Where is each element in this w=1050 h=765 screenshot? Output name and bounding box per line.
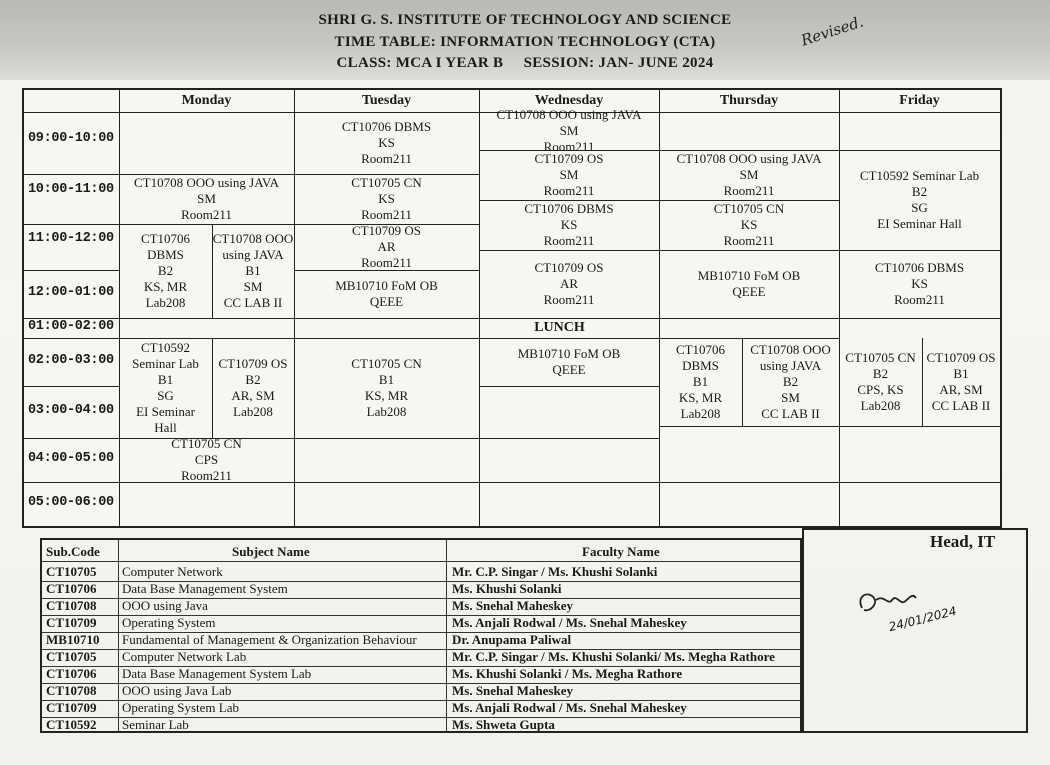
timetable-cell-fri-10 (839, 150, 1000, 250)
cell-line: CT10705 CN (845, 350, 916, 365)
timetable-cell-fri-12 (839, 250, 1000, 318)
subject-table-row (42, 615, 800, 631)
cell-divider (479, 482, 659, 483)
subject-table-row (42, 581, 800, 597)
signature-mark (804, 530, 1026, 730)
subject-code: CT10708 (46, 598, 97, 613)
day-header-tuesday: Tuesday (361, 93, 412, 108)
cell-line: Lab208 (233, 404, 273, 419)
subject-code: CT10708 (46, 683, 97, 698)
timetable-cell-mon-2a (119, 338, 212, 438)
cell-line: CT10705 CN (351, 356, 422, 371)
cell-line: CT10709 OS (352, 223, 421, 238)
cell-line: using JAVA (222, 247, 284, 262)
cell-divider (659, 482, 839, 483)
timetable-cell-mon-10 (119, 174, 294, 224)
subject-table-row (42, 717, 800, 733)
cell-line: CT10706 DBMS (874, 260, 965, 275)
faculty-name: Ms. Snehal Maheskey (452, 598, 573, 613)
timetable-cell-thu-2a (659, 338, 742, 426)
signature-box (802, 528, 1028, 733)
cell-line: B2 (157, 263, 174, 278)
cell-line: Lab208 (366, 404, 407, 419)
cell-line: KS (378, 135, 395, 150)
subject-header-cell: Faculty Name (582, 544, 660, 559)
subject-name: OOO using Java Lab (122, 683, 232, 698)
subject-table-row (42, 632, 800, 648)
cell-line: Room211 (543, 183, 595, 198)
cell-line: CT10708 OOO using JAVA (496, 107, 642, 122)
cell-line: B2 (782, 374, 799, 389)
subject-header-cell: Subject Name (232, 544, 310, 559)
subject-table-header (42, 544, 800, 560)
faculty-name: Mr. C.P. Singar / Ms. Khushi Solanki (452, 564, 658, 579)
cell-divider (294, 482, 479, 483)
timetable-cell-thu-11 (659, 200, 839, 250)
time-row-divider (24, 482, 119, 483)
cell-line: MB10710 FoM OB (517, 346, 621, 361)
cell-line: DBMS (682, 358, 719, 373)
subject-table-row (42, 649, 800, 665)
cell-line: Room211 (723, 183, 775, 198)
cell-line: Room211 (543, 139, 595, 154)
head-it-label: Head, IT (930, 532, 996, 551)
cell-line: B1 (953, 366, 969, 381)
cell-line: Room211 (181, 468, 232, 483)
cell-line: Room211 (723, 233, 775, 248)
timetable-cell-mon-2b (212, 338, 294, 438)
cell-line: using JAVA (759, 358, 822, 373)
subject-name: Seminar Lab (122, 717, 189, 732)
faculty-name: Ms. Khushi Solanki (452, 581, 562, 596)
time-slot-label: 11:00-12:00 (28, 231, 114, 246)
cell-line: CT10709 OS (534, 151, 604, 166)
cell-line: B2 (245, 372, 261, 387)
cell-line: KS (911, 276, 928, 291)
time-row-divider (24, 224, 119, 225)
subject-code: CT10709 (46, 615, 97, 630)
time-row-divider (24, 386, 119, 387)
cell-divider (479, 386, 659, 387)
cell-line: Room211 (543, 292, 595, 307)
cell-divider (294, 438, 479, 439)
faculty-name: Ms. Snehal Maheskey (452, 683, 573, 698)
cell-line: B1 (378, 372, 395, 387)
cell-line: CT10708 OOO (212, 231, 294, 246)
cell-line: CT10706 (140, 231, 191, 246)
subject-table-row (42, 564, 800, 580)
cell-line: KS, MR (364, 388, 409, 403)
timetable-cell-mon-4 (119, 438, 294, 482)
subject-name: Data Base Management System (122, 581, 288, 596)
cell-line: CC LAB II (761, 406, 820, 421)
subject-name: Computer Network (122, 564, 223, 579)
lunch-label: LUNCH (534, 320, 585, 335)
cell-line: CT10708 OOO (750, 342, 831, 357)
subject-table-row (42, 683, 800, 699)
day-header-friday: Friday (899, 93, 940, 108)
cell-line: KS (740, 217, 758, 232)
cell-line: AR, SM (231, 388, 275, 403)
time-slot-label: 10:00-11:00 (28, 182, 114, 197)
cell-line: CT10709 OS (926, 350, 996, 365)
timetable-cell-wed-2 (479, 338, 659, 386)
faculty-name: Ms. Khushi Solanki / Ms. Megha Rathore (452, 666, 683, 681)
subject-code: CT10706 (46, 666, 97, 681)
cell-line: CC LAB II (931, 398, 991, 413)
timetable-cell-tue-11 (294, 224, 479, 270)
subject-table-row (42, 598, 800, 614)
cell-line: CPS (194, 452, 219, 467)
cell-line: KS, MR (678, 390, 723, 405)
cell-line: CT10708 OOO using JAVA (133, 175, 280, 190)
cell-line: CC LAB II (223, 295, 283, 310)
cell-line: CT10709 OS (534, 260, 604, 275)
revised-annotation: Revised. (798, 12, 866, 50)
timetable-cell-thu-2b (742, 338, 839, 426)
institute-title: SHRI G. S. INSTITUTE OF TECHNOLOGY AND SCIENCE (318, 12, 732, 28)
cell-line: Room211 (543, 233, 595, 248)
timetable-cell-tue-12 (294, 270, 479, 318)
timetable-grid (22, 88, 1002, 528)
subject-name: Operating System (122, 615, 216, 630)
timetable-cell-tue-2 (294, 338, 479, 438)
cell-line: CT10708 OOO using JAVA (676, 151, 822, 166)
day-header-thursday: Thursday (719, 93, 779, 108)
cell-line: Lab208 (680, 406, 721, 421)
time-slot-label: 02:00-03:00 (28, 353, 114, 368)
cell-line: SG (911, 200, 928, 215)
subject-header-cell: Sub.Code (46, 544, 100, 559)
cell-line: EI Seminar Hall (877, 216, 962, 231)
cell-line: KS (378, 191, 395, 206)
cell-line: Seminar Lab (132, 356, 199, 371)
subject-table-row (42, 700, 800, 716)
cell-line: CT10592 Seminar Lab (859, 168, 980, 183)
cell-line: SM (559, 123, 579, 138)
cell-divider (839, 482, 1000, 483)
subject-code: CT10709 (46, 700, 97, 715)
subject-name: Computer Network Lab (122, 649, 247, 664)
timetable-cell-wed-9 (479, 107, 659, 154)
timetable-cell-thu-12 (659, 250, 839, 318)
cell-line: EI Seminar (136, 404, 195, 419)
subject-header-divider (42, 561, 800, 562)
cell-line: CT10592 (140, 340, 191, 355)
cell-line: MB10710 FoM OB (697, 268, 801, 283)
cell-line: B2 (911, 184, 928, 199)
cell-line: CT10706 DBMS (524, 201, 614, 216)
cell-line: KS (560, 217, 578, 232)
cell-line: Room211 (361, 255, 412, 270)
class-session-line: CLASS: MCA I YEAR B SESSION: JAN- JUNE 2024 (336, 55, 714, 71)
time-slot-label: 09:00-10:00 (28, 131, 114, 146)
cell-line: Lab208 (145, 295, 186, 310)
cell-line: QEEE (552, 362, 586, 377)
cell-line: Hall (154, 420, 177, 435)
cell-line: CT10705 CN (351, 175, 422, 190)
timetable-cell-fri-2b (922, 338, 1000, 426)
cell-line: CT10709 OS (218, 356, 288, 371)
time-slot-label: 04:00-05:00 (28, 451, 114, 466)
cell-line: AR (377, 239, 396, 254)
timetable-cell-tue-10 (294, 174, 479, 224)
timetable-cell-thu-10 (659, 150, 839, 200)
cell-line: DBMS (147, 247, 184, 262)
subject-code: CT10705 (46, 649, 97, 664)
timetable-cell-tue-9 (294, 112, 479, 174)
subject-table-row (42, 666, 800, 682)
cell-line: CT10705 CN (713, 201, 785, 216)
timetable-cell-wed-11 (479, 200, 659, 250)
cell-line: B2 (872, 366, 889, 381)
time-row-divider (24, 438, 119, 439)
day-header-monday: Monday (181, 93, 232, 108)
cell-line: B1 (157, 372, 174, 387)
time-slot-label: 12:00-01:00 (28, 285, 114, 300)
cell-line: KS, MR (143, 279, 188, 294)
subject-code: CT10706 (46, 581, 97, 596)
subject-name: Operating System Lab (122, 700, 239, 715)
day-header-wednesday: Wednesday (534, 93, 604, 108)
faculty-name: Ms. Anjali Rodwal / Ms. Snehal Maheskey (452, 700, 687, 715)
subject-table (40, 538, 802, 733)
faculty-name: Mr. C.P. Singar / Ms. Khushi Solanki/ Ms. Megha Rathore (452, 649, 775, 664)
subject-code: CT10705 (46, 564, 97, 579)
time-slot-label: 03:00-04:00 (28, 403, 114, 418)
timetable-cell-mon-11b (212, 224, 294, 318)
cell-divider (479, 438, 659, 439)
cell-line: Room211 (181, 207, 232, 222)
timetable-cell-wed-10 (479, 150, 659, 200)
cell-line: SM (197, 191, 216, 206)
time-row-divider (24, 270, 119, 271)
cell-line: SM (559, 167, 579, 182)
timetable-cell-wed-12 (479, 250, 659, 318)
time-slot-label: 05:00-06:00 (28, 495, 114, 510)
cell-line: Lab208 (860, 398, 901, 413)
cell-line: QEEE (732, 284, 766, 299)
cell-line: SG (157, 388, 174, 403)
cell-line: CT10706 DBMS (341, 119, 432, 134)
subject-name: Data Base Management System Lab (122, 666, 312, 681)
cell-line: SM (243, 279, 263, 294)
cell-line: B1 (692, 374, 709, 389)
cell-line: B1 (245, 263, 261, 278)
cell-line: SM (781, 390, 800, 405)
cell-line: Room211 (361, 151, 412, 166)
signature-date: 24/01/2024 (887, 603, 958, 635)
time-slot-label: 01:00-02:00 (28, 319, 114, 334)
timetable-cell-fri-2a (839, 338, 922, 426)
cell-divider (659, 426, 839, 427)
subject-code: CT10592 (46, 717, 97, 732)
cell-line: MB10710 FoM OB (335, 278, 438, 293)
cell-line: CT10705 CN (171, 436, 242, 451)
timetable-cell-mon-11a (119, 224, 212, 318)
faculty-name: Ms. Anjali Rodwal / Ms. Snehal Maheskey (452, 615, 687, 630)
subject-name: Fundamental of Management & Organization Behaviour (122, 632, 417, 647)
time-row-divider (24, 174, 119, 175)
subject-name: OOO using Java (122, 598, 208, 613)
cell-line: CPS, KS (857, 382, 904, 397)
cell-line: SM (739, 167, 759, 182)
cell-divider (839, 426, 1000, 427)
cell-line: AR (559, 276, 579, 291)
cell-line: QEEE (369, 294, 404, 309)
cell-line: Room211 (361, 207, 412, 222)
timetable-title: TIME TABLE: INFORMATION TECHNOLOGY (CTA) (334, 34, 716, 50)
cell-line: Room211 (894, 292, 945, 307)
faculty-name: Dr. Anupama Paliwal (452, 632, 572, 647)
faculty-name: Ms. Shweta Gupta (452, 717, 555, 732)
subject-code: MB10710 (46, 632, 100, 647)
time-row-divider (24, 338, 119, 339)
cell-line: AR, SM (939, 382, 983, 397)
cell-line: CT10706 (675, 342, 726, 357)
